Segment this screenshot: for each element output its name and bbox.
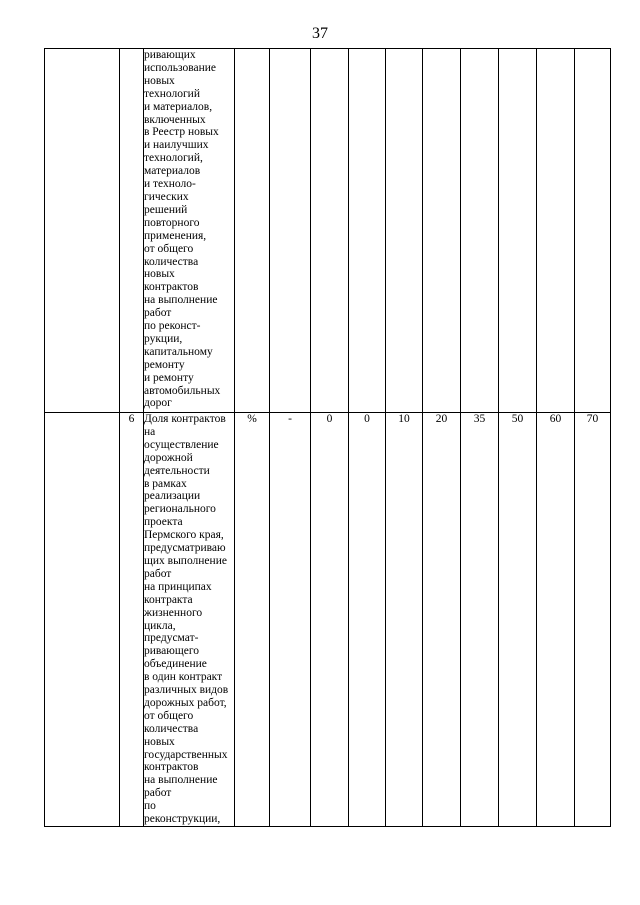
unit-cell: % xyxy=(235,413,270,827)
value-cell: 50 xyxy=(499,413,537,827)
value-cell xyxy=(461,49,499,413)
value-cell: 10 xyxy=(386,413,423,827)
value-cell xyxy=(311,49,349,413)
indicator-name-cell: ривающих использование новых технологий и материалов, включенных в Реестр новых и наилучших технологий, материалов и техноло- гических решений повторного применения, от общего количества новых контрактов на выполнение работ по реконст- рукции, капитальному ремонту и ремонту автомобильных дорог xyxy=(144,49,235,413)
value-cell: - xyxy=(270,413,311,827)
empty-left-cell xyxy=(45,49,120,413)
value-cell xyxy=(270,49,311,413)
value-cell xyxy=(386,49,423,413)
value-cell: 35 xyxy=(461,413,499,827)
value-cell xyxy=(537,49,575,413)
value-cell: 0 xyxy=(311,413,349,827)
table-row xyxy=(45,413,611,827)
value-cell: 70 xyxy=(575,413,611,827)
value-cell xyxy=(349,49,386,413)
table-row xyxy=(45,49,611,413)
value-cell xyxy=(575,49,611,413)
empty-left-cell xyxy=(45,413,120,827)
row-number-cell: 6 xyxy=(120,413,144,827)
indicator-name-cell: Доля контрактов на осуществление дорожной деятельности в рамках реализации регионального проекта Пермского края, предусматриваю щих выполнение работ на принципах контракта жизненного цикла, предусмат- ривающего объединение в один контракт различных видов дорожных работ, от общего количества новых государственных контрактов на выполнение работ по реконструкции, xyxy=(144,413,235,827)
value-cell: 0 xyxy=(349,413,386,827)
value-cell xyxy=(423,49,461,413)
row-number-cell xyxy=(120,49,144,413)
value-cell: 60 xyxy=(537,413,575,827)
value-cell: 20 xyxy=(423,413,461,827)
unit-cell xyxy=(235,49,270,413)
indicators-table xyxy=(44,48,611,827)
page-number: 37 xyxy=(312,25,328,42)
value-cell xyxy=(499,49,537,413)
